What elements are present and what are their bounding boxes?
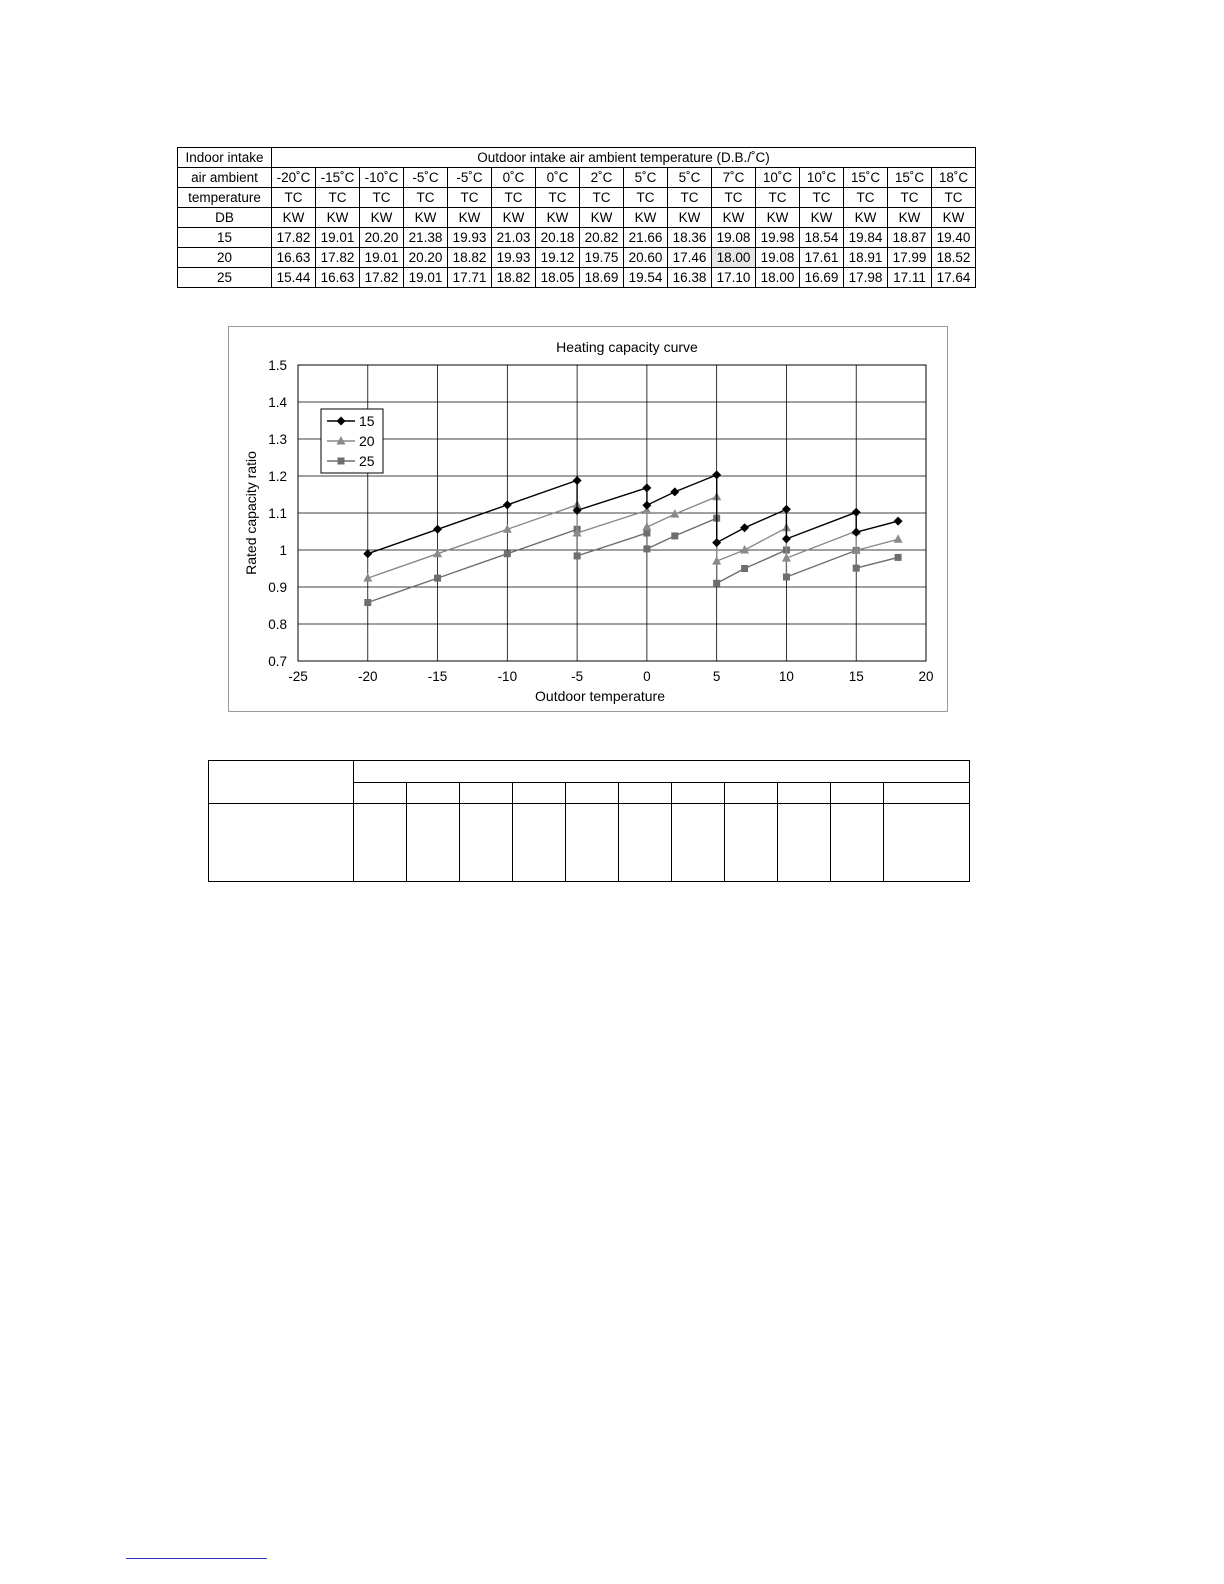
blank-table-cell	[672, 783, 725, 804]
capacity-value-cell: 19.08	[712, 228, 756, 248]
capacity-value-cell: 18.69	[580, 268, 624, 288]
kw-label-cell: KW	[316, 208, 360, 228]
y-tick-label: 0.7	[268, 654, 287, 669]
y-tick-label: 1	[279, 543, 287, 558]
temp-header-cell: -5˚C	[448, 168, 492, 188]
db-header-cell: DB	[178, 208, 272, 228]
tc-label-cell: TC	[360, 188, 404, 208]
tc-label-cell: TC	[316, 188, 360, 208]
capacity-value-cell: 20.20	[360, 228, 404, 248]
blank-table-cell	[513, 783, 566, 804]
tc-label-cell: TC	[800, 188, 844, 208]
temp-header-cell: -10˚C	[360, 168, 404, 188]
temp-header-cell: 10˚C	[756, 168, 800, 188]
temp-header-cell: 15˚C	[888, 168, 932, 188]
capacity-value-cell: 16.38	[668, 268, 712, 288]
capacity-table	[177, 147, 976, 288]
legend-label: 15	[359, 413, 375, 429]
blank-table-cell	[884, 783, 970, 804]
temp-header-cell: 5˚C	[624, 168, 668, 188]
y-axis-label: Rated capacity ratio	[243, 451, 259, 575]
capacity-value-cell: 17.61	[800, 248, 844, 268]
blank-table-cell	[354, 804, 407, 882]
blank-table-cell	[209, 804, 354, 882]
blank-table-cell	[725, 804, 778, 882]
capacity-value-cell: 17.99	[888, 248, 932, 268]
kw-label-cell: KW	[624, 208, 668, 228]
capacity-value-cell: 20.60	[624, 248, 668, 268]
temp-header-cell: 0˚C	[536, 168, 580, 188]
heating-capacity-chart	[228, 326, 948, 712]
capacity-value-cell: 17.82	[316, 248, 360, 268]
chart-canvas	[229, 327, 947, 711]
y-tick-label: 0.9	[268, 580, 287, 595]
blank-table-cell	[354, 783, 407, 804]
y-tick-label: 1.1	[268, 506, 287, 521]
capacity-value-cell: 18.87	[888, 228, 932, 248]
x-tick-label: -20	[358, 669, 378, 684]
kw-label-cell: KW	[404, 208, 448, 228]
x-tick-label: 15	[848, 669, 864, 684]
indoor-header-line3: temperature	[178, 188, 272, 208]
temp-header-cell: 2˚C	[580, 168, 624, 188]
db-value-cell: 15	[178, 228, 272, 248]
y-tick-label: 0.8	[268, 617, 287, 632]
data-point-series-25	[741, 565, 748, 572]
tc-label-cell: TC	[844, 188, 888, 208]
tc-label-cell: TC	[492, 188, 536, 208]
x-axis-label: Outdoor temperature	[535, 688, 665, 704]
x-tick-label: 10	[778, 669, 794, 684]
temp-header-cell: 5˚C	[668, 168, 712, 188]
y-tick-label: 1.2	[268, 469, 287, 484]
blank-table-cell	[566, 783, 619, 804]
capacity-value-cell: 16.69	[800, 268, 844, 288]
blank-table	[208, 760, 970, 882]
capacity-value-cell: 20.20	[404, 248, 448, 268]
data-point-series-25	[574, 552, 581, 559]
blank-table-cell	[672, 804, 725, 882]
temp-header-cell: 18˚C	[932, 168, 976, 188]
capacity-value-cell: 19.93	[492, 248, 536, 268]
blank-table-cell	[778, 804, 831, 882]
data-point-series-25	[671, 532, 678, 539]
capacity-value-cell: 18.52	[932, 248, 976, 268]
tc-label-cell: TC	[888, 188, 932, 208]
capacity-value-cell: 17.82	[360, 268, 404, 288]
kw-label-cell: KW	[888, 208, 932, 228]
chart-title: Heating capacity curve	[556, 339, 698, 355]
capacity-value-cell: 21.03	[492, 228, 536, 248]
indoor-header-line2: air ambient	[178, 168, 272, 188]
capacity-value-cell: 21.38	[404, 228, 448, 248]
capacity-value-cell: 17.98	[844, 268, 888, 288]
tc-label-cell: TC	[756, 188, 800, 208]
capacity-value-cell: 19.12	[536, 248, 580, 268]
tc-label-cell: TC	[668, 188, 712, 208]
blank-table-header-cell	[354, 761, 970, 783]
data-point-series-25	[364, 599, 371, 606]
data-point-series-25	[713, 580, 720, 587]
footnote-rule	[126, 1558, 267, 1559]
blank-table-cell	[513, 804, 566, 882]
kw-label-cell: KW	[580, 208, 624, 228]
data-point-series-25	[783, 574, 790, 581]
tc-label-cell: TC	[536, 188, 580, 208]
legend-label: 20	[359, 433, 375, 449]
y-tick-label: 1.3	[268, 432, 287, 447]
capacity-value-cell: 21.66	[624, 228, 668, 248]
temp-header-cell: -15˚C	[316, 168, 360, 188]
x-tick-label: -10	[497, 669, 518, 684]
db-value-cell: 20	[178, 248, 272, 268]
tc-label-cell: TC	[272, 188, 316, 208]
temp-header-cell: 10˚C	[800, 168, 844, 188]
tc-label-cell: TC	[448, 188, 492, 208]
x-tick-label: 0	[643, 669, 651, 684]
outdoor-header: Outdoor intake air ambient temperature (D.B./˚C)	[272, 148, 976, 168]
y-tick-label: 1.4	[268, 395, 287, 410]
capacity-value-cell: 19.01	[404, 268, 448, 288]
capacity-value-cell: 18.36	[668, 228, 712, 248]
capacity-value-cell: 16.63	[316, 268, 360, 288]
kw-label-cell: KW	[360, 208, 404, 228]
kw-label-cell: KW	[448, 208, 492, 228]
capacity-value-cell: 16.63	[272, 248, 316, 268]
capacity-value-cell: 17.11	[888, 268, 932, 288]
blank-table-cell	[566, 804, 619, 882]
kw-label-cell: KW	[536, 208, 580, 228]
indoor-header-line1: Indoor intake	[178, 148, 272, 168]
capacity-value-cell: 18.00	[756, 268, 800, 288]
capacity-value-cell: 20.18	[536, 228, 580, 248]
blank-table-corner-cell	[209, 761, 354, 804]
kw-label-cell: KW	[712, 208, 756, 228]
legend-label: 25	[359, 453, 375, 469]
tc-label-cell: TC	[580, 188, 624, 208]
capacity-value-cell: 20.82	[580, 228, 624, 248]
tc-label-cell: TC	[712, 188, 756, 208]
capacity-value-cell: 17.46	[668, 248, 712, 268]
x-tick-label: -15	[427, 669, 448, 684]
y-tick-label: 1.5	[268, 358, 287, 373]
blank-table-cell	[778, 783, 831, 804]
capacity-value-cell: 18.05	[536, 268, 580, 288]
data-point-series-25	[895, 554, 902, 561]
capacity-value-cell: 19.01	[360, 248, 404, 268]
x-tick-label: 20	[918, 669, 934, 684]
blank-table-cell	[460, 783, 513, 804]
data-point-series-25	[434, 575, 441, 582]
temp-header-cell: -5˚C	[404, 168, 448, 188]
capacity-value-cell: 19.84	[844, 228, 888, 248]
kw-label-cell: KW	[932, 208, 976, 228]
capacity-value-cell: 19.54	[624, 268, 668, 288]
x-tick-label: -5	[571, 669, 584, 684]
blank-table-cell	[619, 804, 672, 882]
temp-header-cell: 7˚C	[712, 168, 756, 188]
tc-label-cell: TC	[404, 188, 448, 208]
x-tick-label: 5	[712, 669, 721, 684]
db-value-cell: 25	[178, 268, 272, 288]
blank-table-cell	[619, 783, 672, 804]
data-point-series-25	[853, 565, 860, 572]
x-tick-label: -25	[288, 669, 308, 684]
kw-label-cell: KW	[272, 208, 316, 228]
kw-label-cell: KW	[492, 208, 536, 228]
table-row	[178, 248, 976, 268]
capacity-value-cell: 17.64	[932, 268, 976, 288]
capacity-value-cell: 18.54	[800, 228, 844, 248]
blank-table-cell	[831, 804, 884, 882]
kw-label-cell: KW	[668, 208, 712, 228]
temp-header-cell: -20˚C	[272, 168, 316, 188]
legend-marker-25	[338, 458, 345, 465]
capacity-value-cell: 19.75	[580, 248, 624, 268]
blank-table-cell	[884, 804, 970, 882]
capacity-value-cell: 18.82	[448, 248, 492, 268]
capacity-value-cell: 17.71	[448, 268, 492, 288]
kw-label-cell: KW	[844, 208, 888, 228]
kw-label-cell: KW	[800, 208, 844, 228]
capacity-value-cell: 18.82	[492, 268, 536, 288]
temp-header-cell: 15˚C	[844, 168, 888, 188]
data-point-series-25	[643, 545, 650, 552]
capacity-value-cell: 17.82	[272, 228, 316, 248]
kw-label-cell: KW	[756, 208, 800, 228]
capacity-value-cell: 17.10	[712, 268, 756, 288]
tc-label-cell: TC	[624, 188, 668, 208]
capacity-value-cell: 19.98	[756, 228, 800, 248]
table-row	[178, 268, 976, 288]
temp-header-cell: 0˚C	[492, 168, 536, 188]
capacity-value-cell: 15.44	[272, 268, 316, 288]
blank-table-cell	[407, 804, 460, 882]
capacity-value-cell: 19.08	[756, 248, 800, 268]
capacity-value-cell: 18.91	[844, 248, 888, 268]
tc-label-cell: TC	[932, 188, 976, 208]
capacity-value-cell: 19.93	[448, 228, 492, 248]
blank-table-cell	[407, 783, 460, 804]
capacity-value-cell: 19.01	[316, 228, 360, 248]
blank-table-cell	[460, 804, 513, 882]
blank-table-cell	[725, 783, 778, 804]
capacity-value-cell: 18.00	[712, 248, 756, 268]
data-point-series-25	[504, 550, 511, 557]
capacity-value-cell: 19.40	[932, 228, 976, 248]
table-row	[178, 228, 976, 248]
blank-table-cell	[831, 783, 884, 804]
